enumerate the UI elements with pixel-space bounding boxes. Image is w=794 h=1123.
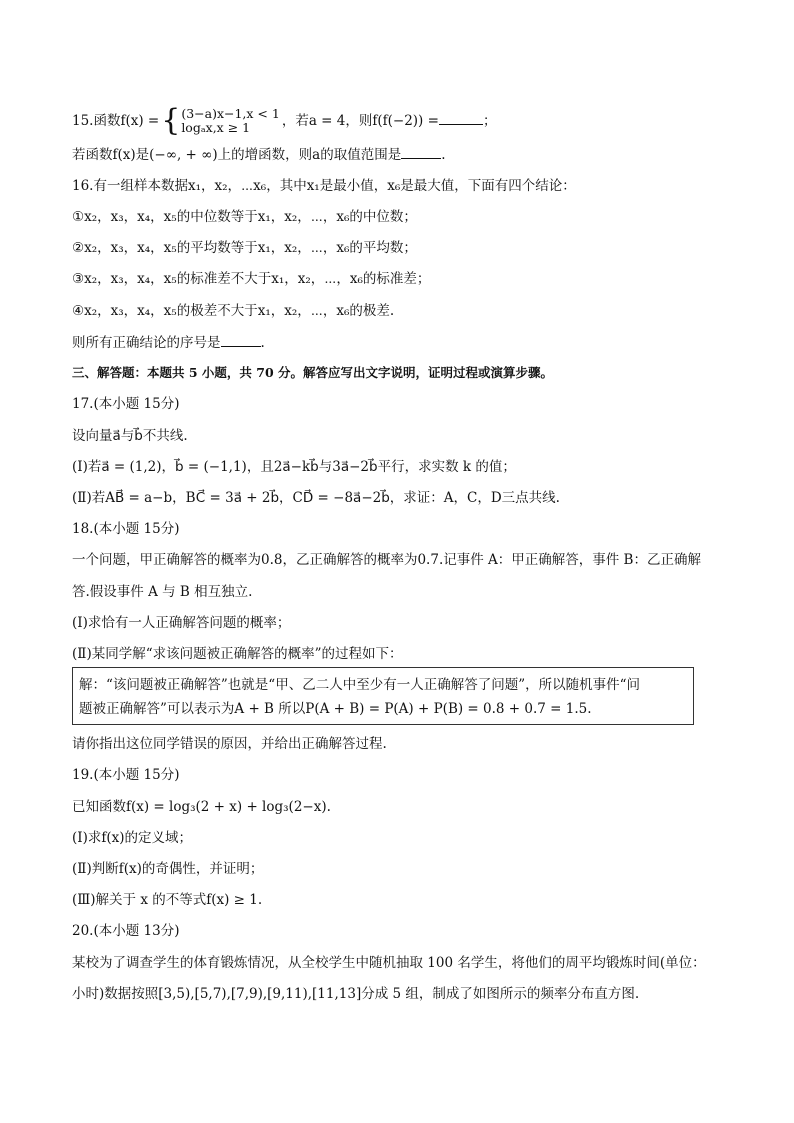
q18-title: 18.(本小题 15分) (72, 521, 180, 537)
q18-solution-box (72, 667, 694, 725)
q15-case1: (3−a)x−1,x < 1 (181, 106, 280, 121)
q16-answer-end: . (260, 335, 265, 351)
q15-cases (181, 107, 280, 135)
q15-end: ； (482, 112, 497, 129)
q19-title: 19.(本小题 15分) (72, 767, 180, 783)
section3-heading: 三、解答题：本题共 5 小题，共 70 分。解答应写出文字说明，证明过程或演算步骤。 (72, 365, 554, 380)
q15-second-line: 若函数f(x)是(−∞, + ∞)上的增函数，则a的取值范围是 (72, 147, 402, 163)
q16-stem: 16.有一组样本数据x₁，x₂，⋯x₆，其中x₁是最小值，x₆是最大值，下面有四个结论： (72, 178, 576, 194)
q17-part2: (Ⅱ)若AB⃗ = a−b，BC⃗ = 3a⃗ + 2b⃗，CD⃗ = −8a⃗−2b⃗，求证：A，C，D三点共线. (72, 490, 560, 506)
q19-part3: (Ⅲ)解关于 x 的不等式f(x) ≥ 1. (72, 892, 263, 908)
q20-title: 20.(本小题 13分) (72, 923, 180, 939)
q16-item-2: ②x₂，x₃，x₄，x₅的平均数等于x₁，x₂，⋯，x₆的平均数； (72, 240, 417, 256)
q19-part1: (Ⅰ)求f(x)的定义域； (72, 830, 193, 846)
q20-stem-line1: 某校为了调查学生的体育锻炼情况，从全校学生中随机抽取 100 名学生，将他们的周平均锻炼时间(单位： (72, 955, 706, 971)
q15-line2 (72, 144, 446, 165)
q19-stem: 已知函数f(x) = log₃(2 + x) + log₃(2−x). (72, 799, 331, 815)
q18-after: 请你指出这位同学错误的原因，并给出正确解答过程. (72, 736, 387, 752)
q18-stem-line2: 答.假设事件 A 与 B 相互独立. (72, 584, 253, 600)
q19-part2: (Ⅱ)判断f(x)的奇偶性，并证明； (72, 861, 264, 877)
q17-title: 17.(本小题 15分) (72, 396, 180, 412)
q15-line1 (72, 103, 497, 138)
q17-stem: 设向量a⃗与b⃗不共线. (72, 428, 188, 444)
q18-part2: (Ⅱ)某同学解“求该问题被正确解答的概率”的过程如下： (72, 646, 403, 662)
q15-second-end: . (441, 147, 446, 163)
q15-answer-blank-2 (401, 144, 441, 159)
q18-box-line1: 解：“该问题被正确解答”也就是“甲、乙二人中至少有一人正确解答了问题”，所以随机事件“问 (79, 677, 641, 693)
q16-item-4: ④x₂，x₃，x₄，x₅的极差不大于x₁，x₂，⋯，x₆的极差. (72, 303, 395, 319)
left-brace: { (161, 103, 181, 138)
q18-part1: (Ⅰ)求恰有一人正确解答问题的概率； (72, 615, 291, 631)
q16-answer-blank (221, 332, 261, 347)
q16-item-1: ①x₂，x₃，x₄，x₅的中位数等于x₁，x₂，⋯，x₆的中位数； (72, 209, 417, 225)
q18-box-line2: 题被正确解答”可以表示为A + B 所以P(A + B) = P(A) + P(B) = 0.8 + 0.7 = 1.5. (79, 701, 592, 717)
q16-answer-prompt: 则所有正确结论的序号是 (72, 335, 221, 351)
q20-stem-line2: 小时)数据按照[3,5),[5,7),[7,9),[9,11),[11,13]分成 5 组，制成了如图所示的频率分布直方图. (72, 986, 640, 1002)
q15-prefix: 15.函数f(x) = (72, 112, 160, 129)
q17-part1: (Ⅰ)若a⃗ = (1,2)，b⃗ = (−1,1)，且2a⃗−kb⃗与3a⃗−2b⃗平行，求实数 k 的值； (72, 459, 516, 475)
q15-answer-blank-1 (439, 110, 483, 125)
q18-stem-line1: 一个问题，甲正确解答的概率为0.8，乙正确解答的概率为0.7.记事件 A：甲正确解答，事件 B：乙正确解 (72, 552, 701, 568)
q15-case2: logₐx,x ≥ 1 (181, 120, 251, 135)
q15-piecewise (161, 103, 280, 138)
q16-answer-line (72, 332, 265, 353)
q16-item-3: ③x₂，x₃，x₄，x₅的标准差不大于x₁，x₂，⋯，x₆的标准差； (72, 271, 431, 287)
q15-suffix: ，若a = 4，则f(f(−2)) = (281, 112, 439, 129)
